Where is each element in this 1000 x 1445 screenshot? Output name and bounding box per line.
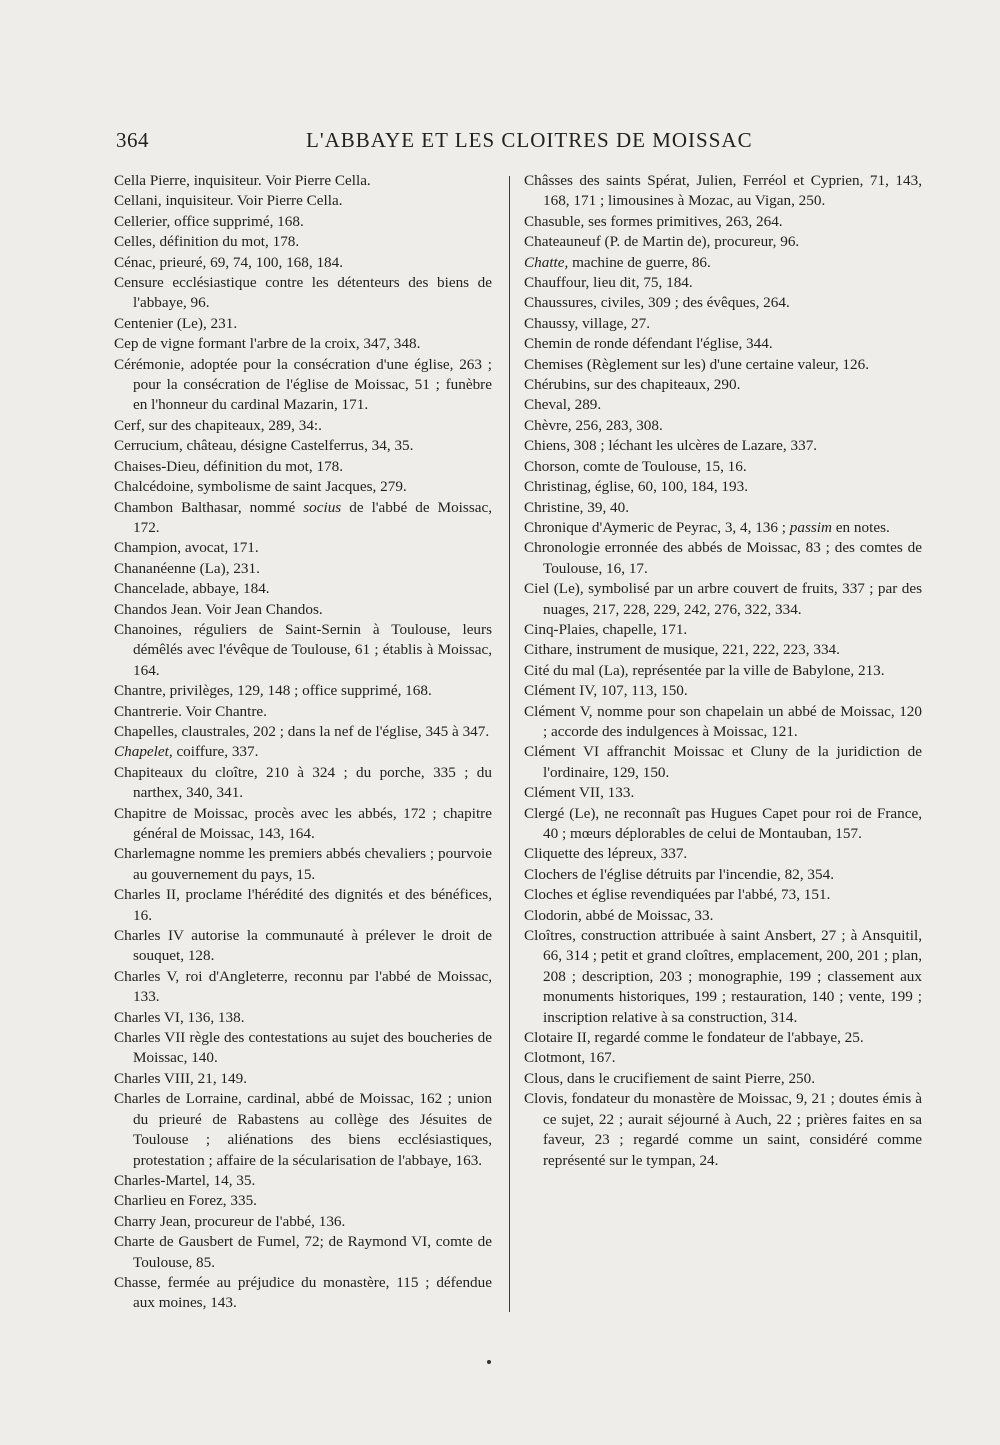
index-entry-text: Clément VII, 133. [524,784,635,802]
index-entry-text: Charles de Lorraine, cardinal, abbé de Moissac, 162 ; union du prieuré de Rabastens au collège des Jésuites de Toulouse ; aliénations des biens ecclésiastiques, protestation ; affaire de la sécularisation de l'abbaye, 163. [114,1090,492,1169]
index-entry [114,844,492,885]
index-entry-text: Charles-Martel, 14, 35. [114,1171,256,1189]
index-entry-text: Cellani, inquisiteur. Voir Pierre Cella. [114,192,343,210]
index-entry-text: Charles V, roi d'Angleterre, reconnu par l'abbé de Moissac, 133. [114,967,492,1006]
index-entry [114,1171,492,1191]
index-entry-text: Chemises (Règlement sur les) d'une certaine valeur, 126. [524,355,870,373]
index-entry-text: machine de guerre, 86. [568,253,711,271]
index-entry-text: Chantrerie. Voir Chantre. [114,702,267,720]
index-entry [524,865,922,885]
index-entry-text: Châsses des saints Spérat, Julien, Ferréol et Cyprien, 71, 143, 168, 171 ; limousines à Mozac, au Vigan, 250. [524,172,922,210]
index-entry [524,293,922,313]
index-entry [114,212,492,232]
page-number: 364 [116,128,149,152]
index-entry-text: de l'abbé de Moissac, 172. [133,498,493,536]
index-entry [114,416,492,436]
index-entry-italic: socius [303,498,342,516]
index-entry-text: Chapitre de Moissac, procès avec les abbés, 172 ; chapitre général de Moissac, 143, 164. [114,804,492,842]
index-entry [114,253,492,273]
index-entry [114,171,492,191]
index-entry-text: Cerrucium, château, désigne Castelferrus, 34, 35. [114,437,414,455]
index-entry [524,395,922,415]
index-entry-text: Chaises-Dieu, définition du mot, 178. [114,457,344,475]
index-entry-text: Ciel (Le), symbolisé par un arbre couvert de fruits, 337 ; par des nuages, 217, 228, 229, 242, 276, 322, 334. [524,580,922,618]
index-entry [524,1069,922,1089]
index-entry [114,436,492,456]
index-entry-text: Charles II, proclame l'hérédité des dignités et des bénéfices, 16. [114,886,492,924]
index-entry-text: Clous, dans le crucifiement de saint Pierre, 250. [524,1069,816,1087]
index-entry [114,926,492,967]
index-entry [524,1089,922,1171]
index-entry-text: Charry Jean, procureur de l'abbé, 136. [114,1212,346,1230]
index-entry-text: Clotmont, 167. [524,1049,616,1067]
index-entry-text: Cinq-Plaies, chapelle, 171. [524,620,688,638]
index-entry-text: Chambon Balthasar, nommé [114,498,304,516]
index-entry-text: Clodorin, abbé de Moissac, 33. [524,906,714,924]
index-entry-text: Chandos Jean. Voir Jean Chandos. [114,600,323,618]
index-entry [114,804,492,845]
index-entry [524,334,922,354]
index-entry [114,702,492,722]
index-entry-text: Chronique d'Aymeric de Peyrac, 3, 4, 136 ; [524,518,790,536]
index-entry-text: Chèvre, 256, 283, 308. [524,416,663,434]
index-entry [524,212,922,232]
index-entry [524,171,922,212]
index-entry [524,457,922,477]
index-entry-text: Chauffour, lieu dit, 75, 184. [524,274,693,292]
index-entry [524,681,922,701]
index-entry-text: Chérubins, sur des chapiteaux, 290. [524,376,741,394]
index-entry [524,579,922,620]
page-title: L'ABBAYE ET LES CLOITRES DE MOISSAC [306,128,753,152]
index-entry [524,232,922,252]
index-entry [114,314,492,334]
index-entry-text: Clément VI affranchit Moissac et Cluny de la juridiction de l'ordinaire, 129, 150. [524,743,922,781]
index-entry [524,661,922,681]
column-divider [509,176,510,1312]
index-entry [524,783,922,803]
index-entry-text: Charles VI, 136, 138. [114,1008,245,1026]
index-entry-text: en notes. [832,518,890,536]
index-entry-text: Chancelade, abbaye, 184. [114,580,270,598]
index-entry-text: Chapelles, claustrales, 202 ; dans la nef de l'église, 345 à 347. [114,722,490,740]
index-entry-text: Clochers de l'église détruits par l'incendie, 82, 354. [524,865,834,883]
index-entry [114,1028,492,1069]
index-entry [114,742,492,762]
index-entry [114,885,492,926]
index-entry-text: Charte de Gausbert de Fumel, 72; de Raymond VI, comte de Toulouse, 85. [114,1233,492,1271]
index-entry-text: Chiens, 308 ; léchant les ulcères de Lazare, 337. [524,437,818,455]
index-entry [524,702,922,743]
index-entry-text: Cérémonie, adoptée pour la consécration d'une église, 263 ; pour la consécration de l'église de Moissac, 51 ; funèbre en l'honneur du cardinal Mazarin, 171. [114,355,492,414]
index-entry [524,538,922,579]
ink-dot [487,1360,491,1364]
index-entry [524,273,922,293]
index-entry-text: Chaussures, civiles, 309 ; des évêques, 264. [524,294,790,312]
index-entry-text: Clovis, fondateur du monastère de Moissac, 9, 21 ; doutes émis à ce sujet, 22 ; aurait séjourné à Auch, 22 ; prières faites en sa faveur, 23 ; regardé comme un saint, considéré comme représenté sur le tympan, 24. [524,1090,922,1169]
index-entry [524,416,922,436]
index-entry-text: Clotaire II, regardé comme le fondateur de l'abbaye, 25. [524,1029,864,1047]
index-entry-text: Christinag, église, 60, 100, 184, 193. [524,478,749,496]
index-entry [114,1232,492,1273]
index-entry [114,538,492,558]
index-entry-italic: Chapelet, [114,743,173,761]
index-entry [524,253,922,273]
index-entry-text: Cité du mal (La), représentée par la ville de Babylone, 213. [524,661,885,679]
index-entry-text: Champion, avocat, 171. [114,539,259,557]
index-entry-text: Censure ecclésiastique contre les détenteurs des biens de l'abbaye, 96. [114,274,492,312]
index-entry [114,967,492,1008]
index-entry-text: Chasuble, ses formes primitives, 263, 264. [524,212,783,230]
index-entry-italic: passim [789,518,832,536]
index-entry [114,191,492,211]
index-entry-text: Cloîtres, construction attribuée à saint Ansbert, 27 ; à Ansquitil, 66, 314 ; petit et grand cloîtres, emplacement, 200, 201 ; plan, 208 ; description, 203 ; monographie, 199 ; classement aux monuments historiques, 199 ; restauration, 140 ; vente, 199 ; inscription relative à sa construction, 314. [524,927,922,1026]
index-entry [524,518,922,538]
index-entry [114,579,492,599]
index-entry [114,232,492,252]
index-entry-text: Cheval, 289. [524,396,602,414]
index-entry [114,1273,492,1314]
index-entry-text: Celles, définition du mot, 178. [114,233,300,251]
index-entry [524,885,922,905]
index-entry [524,498,922,518]
index-entry-text: Cithare, instrument de musique, 221, 222, 223, 334. [524,641,840,659]
index-entry-text: Chemin de ronde défendant l'église, 344. [524,335,773,353]
index-entry-text: Chronologie erronnée des abbés de Moissac, 83 ; des comtes de Toulouse, 16, 17. [524,539,922,577]
index-entry [524,314,922,334]
index-entry-text: Centenier (Le), 231. [114,314,238,332]
index-entry [114,559,492,579]
index-entry-text: Chalcédoine, symbolisme de saint Jacques, 279. [114,478,407,496]
index-entry [114,620,492,681]
index-entry [114,273,492,314]
index-entry [524,1048,922,1068]
index-entry-text: Cliquette des lépreux, 337. [524,845,688,863]
index-entry-text: Cellerier, office supprimé, 168. [114,212,304,230]
index-entry-text: Charles VII règle des contestations au sujet des boucheries de Moissac, 140. [114,1029,492,1067]
index-entry [114,1212,492,1232]
index-entry [524,844,922,864]
index-entry [114,681,492,701]
index-entry [524,375,922,395]
index-entry [524,926,922,1028]
index-entry [524,804,922,845]
index-entry [114,457,492,477]
index-entry-italic: Chatte, [524,253,569,271]
index-entry [114,1191,492,1211]
index-entry-text: Charlemagne nomme les premiers abbés chevaliers ; pourvoie au gouvernement du pays, 15. [114,845,492,883]
index-entry [114,1089,492,1171]
index-entry-text: Chorson, comte de Toulouse, 15, 16. [524,457,747,475]
index-entry-text: coiffure, 337. [172,743,259,761]
index-entry [114,477,492,497]
index-entry [114,498,492,539]
index-entry-text: Chateauneuf (P. de Martin de), procureur, 96. [524,233,800,251]
index-column-right [524,171,922,1171]
index-entry [114,722,492,742]
index-entry-text: Clergé (Le), ne reconnaît pas Hugues Capet pour roi de France, 40 ; mœurs déplorables de celui de Montauban, 157. [524,804,922,842]
index-entry-text: Charles VIII, 21, 149. [114,1069,248,1087]
index-entry [524,906,922,926]
index-entry-text: Christine, 39, 40. [524,498,630,516]
index-entry [524,355,922,375]
index-entry [524,640,922,660]
index-entry [524,477,922,497]
index-entry [114,1069,492,1089]
index-entry [114,355,492,416]
index-entry-text: Cloches et église revendiquées par l'abbé, 73, 151. [524,886,831,904]
index-entry-text: Chananéenne (La), 231. [114,559,260,577]
index-entry-text: Chantre, privilèges, 129, 148 ; office supprimé, 168. [114,682,432,700]
index-entry-text: Chanoines, réguliers de Saint-Sernin à Toulouse, leurs démêlés avec l'évêque de Toulouse, 61 ; établis à Moissac, 164. [114,620,492,679]
index-entry-text: Charles IV autorise la communauté à prélever le droit de souquet, 128. [114,927,492,965]
index-entry-text: Cep de vigne formant l'arbre de la croix, 347, 348. [114,335,421,353]
index-column-left [114,171,492,1314]
index-entry [524,436,922,456]
index-entry-text: Chasse, fermée au préjudice du monastère, 115 ; défendue aux moines, 143. [114,1273,492,1312]
index-entry-text: Cénac, prieuré, 69, 74, 100, 168, 184. [114,253,344,271]
index-entry-text: Clément V, nomme pour son chapelain un abbé de Moissac, 120 ; accorde des indulgences à Moissac, 121. [524,702,922,740]
index-entry [524,620,922,640]
index-entry [114,600,492,620]
index-entry [114,763,492,804]
index-entry-text: Cerf, sur des chapiteaux, 289, 34:. [114,416,322,434]
index-entry-text: Charlieu en Forez, 335. [114,1192,257,1210]
index-entry-text: Clément IV, 107, 113, 150. [524,682,688,700]
index-entry-text: Cella Pierre, inquisiteur. Voir Pierre Cella. [114,172,371,189]
index-entry [114,1008,492,1028]
index-entry [524,1028,922,1048]
running-head [116,128,926,158]
index-entry-text: Chapiteaux du cloître, 210 à 324 ; du porche, 335 ; du narthex, 340, 341. [114,763,492,802]
index-entry-text: Chaussy, village, 27. [524,314,650,332]
index-entry [114,334,492,354]
index-entry [524,742,922,783]
